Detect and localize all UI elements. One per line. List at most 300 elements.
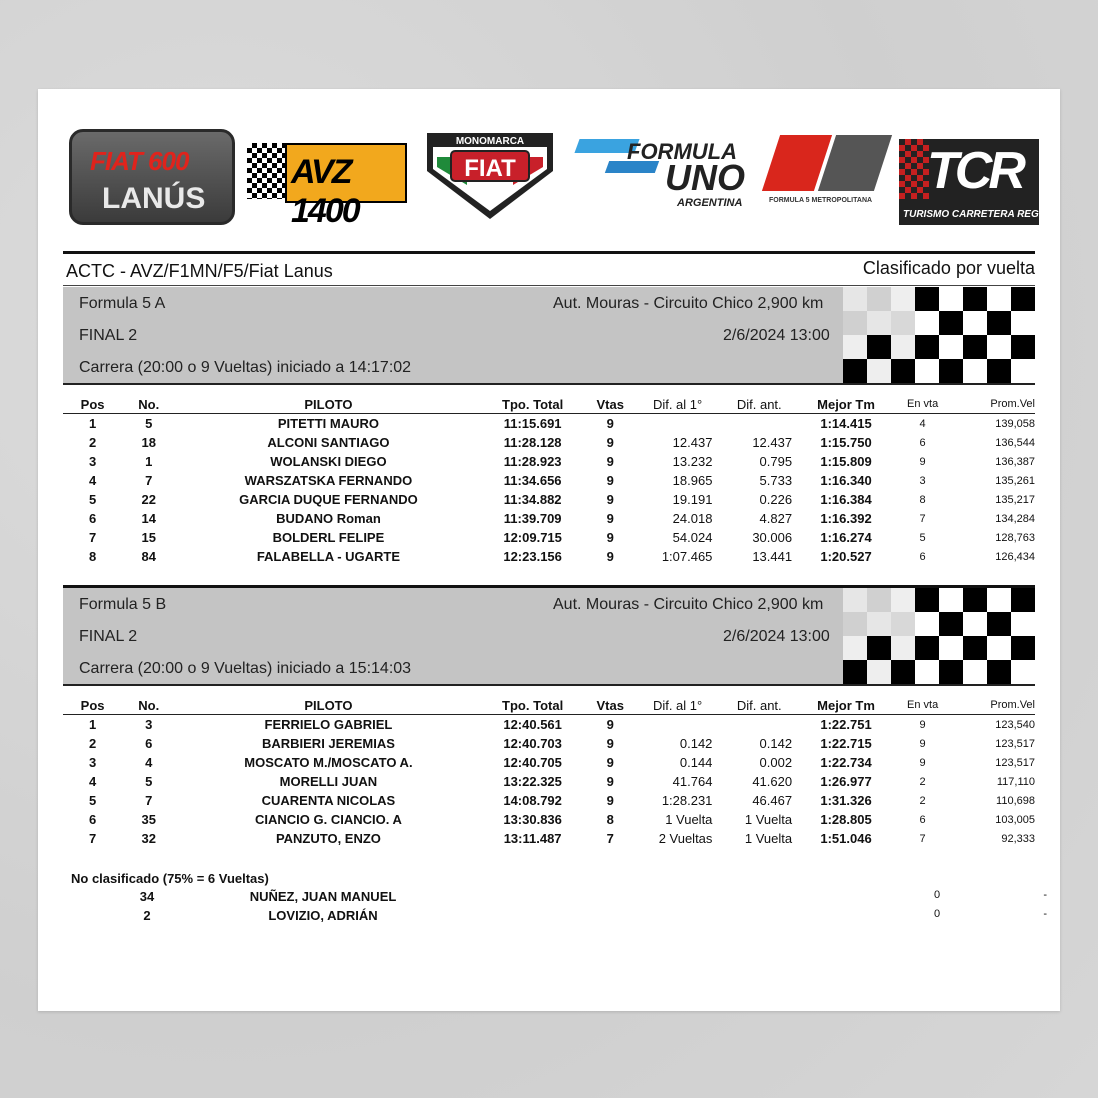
column-header-dif1: Dif. al 1° [652, 697, 703, 713]
column-header-dif1: Dif. al 1° [652, 396, 703, 412]
category-name: Formula 5 B [79, 596, 167, 613]
cell-total: 11:34.882 [503, 492, 562, 507]
cell-prom: 123,517 [995, 756, 1035, 769]
checker-square [915, 588, 939, 612]
section-header-a [63, 287, 1035, 383]
table-row [63, 528, 1035, 547]
cell-difant: 12.437 [752, 435, 793, 450]
cell-no: 2 [143, 908, 151, 923]
checker-square [987, 287, 1011, 311]
cell-prom: 136,544 [995, 436, 1035, 449]
avz-1400-logo [247, 143, 403, 230]
cell-prom: 117,110 [996, 775, 1035, 788]
checker-square [843, 588, 867, 612]
logo-strip [63, 127, 1057, 237]
checkered-flag-icon [843, 287, 1035, 383]
cell-no: 32 [141, 831, 156, 846]
cell-prom: 135,217 [995, 493, 1035, 506]
cell-envta: 3 [919, 474, 926, 487]
column-header-piloto: PILOTO [304, 697, 353, 713]
cell-no: 5 [145, 416, 153, 431]
column-header-no: No. [138, 697, 160, 713]
formula-uno-logo [577, 137, 753, 209]
cell-envta: 4 [919, 417, 926, 430]
checker-square [867, 287, 891, 311]
cell-dif1: 19.191 [672, 492, 713, 507]
checker-square [867, 311, 891, 335]
checker-square [1011, 636, 1035, 660]
table-row [63, 734, 1035, 753]
column-header-pos: Pos [80, 396, 105, 412]
column-header-pos: Pos [80, 697, 105, 713]
cell-mejor: 1:28.805 [820, 812, 872, 827]
header-rule [63, 251, 1035, 254]
cell-vtas: 9 [606, 717, 614, 732]
cell-difant: 1 Vuelta [744, 812, 793, 827]
cell-vtas: 9 [606, 549, 614, 564]
cell-piloto: FALABELLA - UGARTE [256, 549, 401, 564]
checker-square [939, 612, 963, 636]
checker-square [987, 636, 1011, 660]
cell-envta: 0 [933, 908, 941, 920]
session-name: FINAL 2 [79, 327, 138, 344]
cell-pos: 1 [88, 416, 97, 431]
cell-prom: 123,517 [995, 737, 1035, 750]
cell-dif1: 24.018 [672, 511, 713, 526]
checker-square [843, 612, 867, 636]
cell-vtas: 9 [606, 774, 614, 789]
cell-prom: 126,434 [995, 550, 1035, 563]
cell-vtas: 9 [606, 736, 614, 751]
checker-square [891, 612, 915, 636]
checker-square [963, 359, 987, 383]
cell-mejor: 1:26.977 [820, 774, 872, 789]
cell-prom: - [1043, 908, 1047, 920]
cell-no: 6 [145, 736, 153, 751]
cell-pos: 8 [88, 549, 97, 564]
table-row [63, 791, 1035, 810]
checker-square [867, 335, 891, 359]
checker-square [963, 636, 987, 660]
cell-pos: 5 [88, 793, 97, 808]
cell-mejor: 1:22.751 [820, 717, 872, 732]
column-header-envta: En vta [907, 398, 939, 410]
cell-dif1: 2 Vueltas [658, 831, 713, 846]
column-header-mejor: Mejor Tm [817, 396, 875, 412]
cell-total: 12:40.561 [503, 717, 562, 732]
cell-envta: 2 [919, 794, 926, 807]
report-title-row [63, 257, 1035, 283]
cell-total: 12:09.715 [503, 530, 562, 545]
avz-logo-box [285, 143, 407, 230]
cell-piloto: LOVIZIO, ADRIÁN [268, 908, 378, 923]
report-sort-label: Clasificado por vuelta [862, 258, 1035, 278]
cell-total: 11:34.656 [503, 473, 562, 488]
checker-square [1011, 359, 1035, 383]
checker-square [915, 311, 939, 335]
checker-square [963, 335, 987, 359]
cell-dif1: 0.144 [679, 755, 713, 770]
tcr-logo-main: TCR [927, 142, 1022, 200]
checker-square [843, 636, 867, 660]
cell-pos: 4 [88, 473, 97, 488]
checker-square [843, 359, 867, 383]
cell-prom: 135,261 [995, 474, 1035, 487]
results-table-b [63, 696, 1035, 848]
cell-difant: 0.226 [759, 492, 793, 507]
cell-pos: 7 [88, 831, 97, 846]
cell-envta: 8 [919, 493, 926, 506]
cell-piloto: BUDANO Roman [276, 511, 381, 526]
cell-prom: - [1043, 889, 1047, 901]
cell-total: 11:28.923 [503, 454, 562, 469]
cell-piloto: ALCONI SANTIAGO [267, 435, 390, 450]
cell-envta: 9 [919, 455, 926, 468]
cell-pos: 7 [88, 530, 97, 545]
cell-vtas: 9 [606, 416, 614, 431]
checker-square [891, 359, 915, 383]
cell-piloto: WOLANSKI DIEGO [270, 454, 387, 469]
checker-square [1011, 287, 1035, 311]
f1-logo-line3: ARGENTINA [677, 197, 743, 209]
fiat-logo-top-text: MONOMARCA [455, 136, 525, 147]
lanus-logo-line1: FIAT 600 [90, 146, 189, 176]
checker-square [987, 359, 1011, 383]
cell-envta: 9 [919, 756, 926, 769]
checker-square [939, 335, 963, 359]
cell-difant [718, 414, 800, 434]
checker-square [867, 359, 891, 383]
section-rule [63, 383, 1035, 385]
cell-piloto: CUARENTA NICOLAS [261, 793, 396, 808]
column-header-vtas: Vtas [596, 697, 624, 713]
checker-square [1011, 612, 1035, 636]
cell-envta: 7 [919, 832, 926, 845]
column-header-prom: Prom.Vel [990, 398, 1035, 410]
cell-prom: 128,763 [995, 531, 1035, 544]
table-row [63, 414, 1035, 434]
cell-total: 13:11.487 [503, 831, 562, 846]
list-item [63, 889, 1047, 908]
cell-vtas: 9 [606, 435, 614, 450]
cell-no: 18 [141, 435, 156, 450]
cell-difant: 30.006 [752, 530, 793, 545]
cell-envta: 9 [919, 737, 926, 750]
cell-pos: 5 [88, 492, 97, 507]
avz-logo-text: AVZ 1400 [291, 153, 359, 230]
cell-difant: 41.620 [752, 774, 793, 789]
cell-no: 14 [141, 511, 156, 526]
cell-piloto: MORELLI JUAN [279, 774, 378, 789]
table-row [63, 490, 1035, 509]
cell-dif1: 1:07.465 [661, 549, 713, 564]
cell-no: 4 [145, 755, 153, 770]
table-row [63, 829, 1035, 848]
column-header-total: Tpo. Total [502, 697, 564, 713]
cell-dif1 [637, 414, 719, 434]
cell-mejor: 1:14.415 [820, 416, 872, 431]
table-row [63, 509, 1035, 528]
checker-square [939, 311, 963, 335]
table-header-row [63, 696, 1035, 715]
checker-square [939, 359, 963, 383]
table-row [63, 471, 1035, 490]
fiat-shield-icon [423, 127, 557, 223]
report-title: ACTC - AVZ/F1MN/F5/Fiat Lanus [66, 261, 333, 281]
cell-mejor: 1:16.392 [820, 511, 872, 526]
cell-envta: 5 [919, 531, 926, 544]
cell-vtas: 9 [606, 492, 614, 507]
cell-total: 13:30.836 [503, 812, 562, 827]
table-row [63, 715, 1035, 735]
cell-pos: 3 [88, 755, 97, 770]
cell-dif1: 1:28.231 [661, 793, 713, 808]
cell-no: 34 [139, 889, 155, 904]
race-info: Carrera (20:00 o 9 Vueltas) iniciado a 15:14:03 [79, 660, 412, 677]
checker-square [1011, 588, 1035, 612]
cell-prom: 139,058 [995, 417, 1035, 430]
checker-square [1011, 311, 1035, 335]
table-row [63, 810, 1035, 829]
checker-square [915, 359, 939, 383]
session-name: FINAL 2 [79, 628, 138, 645]
cell-no: 35 [141, 812, 156, 827]
monomarca-fiat-logo [423, 127, 557, 223]
checker-square [891, 311, 915, 335]
checker-square [891, 335, 915, 359]
cell-piloto: WARSZATSKA FERNANDO [244, 473, 413, 488]
cell-difant: 46.467 [752, 793, 793, 808]
checker-square [939, 287, 963, 311]
section-header-b [63, 588, 1035, 684]
section-rule [63, 684, 1035, 686]
column-header-envta: En vta [907, 699, 939, 711]
cell-dif1: 13.232 [672, 454, 713, 469]
cell-pos: 3 [88, 454, 97, 469]
race-date: 2/6/2024 13:00 [723, 327, 830, 344]
cell-difant: 0.002 [759, 755, 793, 770]
checker-square [963, 311, 987, 335]
cell-mejor: 1:51.046 [820, 831, 872, 846]
checker-square [843, 660, 867, 684]
cell-pos: 1 [88, 717, 97, 732]
list-item [63, 908, 1047, 927]
checker-square [1011, 660, 1035, 684]
cell-dif1: 41.764 [672, 774, 713, 789]
table-row [63, 452, 1035, 471]
column-header-prom: Prom.Vel [990, 699, 1035, 711]
track-name: Aut. Mouras - Circuito Chico 2,900 km [553, 596, 824, 613]
cell-no: 84 [141, 549, 156, 564]
fiat-logo-main-text: FIAT [464, 155, 516, 182]
checker-square [843, 287, 867, 311]
cell-difant: 5.733 [759, 473, 793, 488]
column-header-mejor: Mejor Tm [817, 697, 875, 713]
cell-envta: 6 [919, 550, 926, 563]
cell-vtas: 9 [606, 454, 614, 469]
cell-total: 11:28.128 [503, 435, 562, 450]
checker-square [987, 335, 1011, 359]
checker-square [915, 612, 939, 636]
cell-total: 12:23.156 [503, 549, 562, 564]
cell-dif1 [637, 715, 719, 735]
race-date: 2/6/2024 13:00 [723, 628, 830, 645]
race-info: Carrera (20:00 o 9 Vueltas) iniciado a 14:17:02 [79, 359, 412, 376]
cell-difant: 0.795 [759, 454, 793, 469]
cell-piloto: PITETTI MAURO [277, 416, 379, 431]
cell-envta: 0 [933, 889, 941, 901]
cell-difant: 4.827 [759, 511, 793, 526]
cell-envta: 9 [919, 718, 926, 731]
cell-no: 3 [145, 717, 153, 732]
cell-no: 7 [145, 793, 153, 808]
checker-square [867, 588, 891, 612]
column-header-difant: Dif. ant. [736, 697, 782, 713]
checker-square [963, 660, 987, 684]
title-rule [63, 285, 1035, 286]
cell-piloto: PANZUTO, ENZO [275, 831, 381, 846]
lanus-logo-line2: LANÚS [102, 182, 206, 215]
cell-difant: 0.142 [759, 736, 793, 751]
cell-vtas: 9 [606, 473, 614, 488]
checker-square [891, 660, 915, 684]
cell-vtas: 8 [606, 812, 614, 827]
cell-total: 12:40.705 [503, 755, 562, 770]
table-row [63, 547, 1035, 566]
checker-square [987, 612, 1011, 636]
formula-5-logo [767, 135, 885, 211]
cell-vtas: 9 [606, 755, 614, 770]
column-header-piloto: PILOTO [304, 396, 353, 412]
checker-square [915, 660, 939, 684]
checker-square [867, 612, 891, 636]
cell-dif1: 12.437 [672, 435, 713, 450]
checker-square [891, 588, 915, 612]
cell-pos: 2 [88, 435, 97, 450]
cell-difant: 13.441 [752, 549, 793, 564]
column-header-difant: Dif. ant. [736, 396, 782, 412]
cell-vtas: 7 [606, 831, 614, 846]
cell-vtas: 9 [606, 511, 614, 526]
cell-dif1: 18.965 [672, 473, 713, 488]
cell-no: 1 [145, 454, 153, 469]
tcr-logo [899, 139, 1057, 225]
checker-square [915, 287, 939, 311]
cell-mejor: 1:16.384 [820, 492, 872, 507]
sheet-content [63, 89, 1057, 1011]
cell-piloto: CIANCIO G. CIANCIO. A [255, 812, 402, 827]
cell-mejor: 1:15.809 [820, 454, 872, 469]
cell-no: 15 [141, 530, 156, 545]
checker-square [843, 311, 867, 335]
cell-difant: 1 Vuelta [744, 831, 793, 846]
no-clasificado-title: No clasificado (75% = 6 Vueltas) [71, 871, 269, 886]
cell-pos: 4 [88, 774, 97, 789]
cell-pos: 2 [88, 736, 97, 751]
results-sheet [38, 89, 1060, 1011]
cell-total: 13:22.325 [503, 774, 562, 789]
checker-square [987, 311, 1011, 335]
cell-piloto: FERRIELO GABRIEL [264, 717, 393, 732]
cell-piloto: GARCIA DUQUE FERNANDO [239, 492, 418, 507]
cell-pos: 6 [88, 812, 97, 827]
cell-piloto: BARBIERI JEREMIAS [261, 736, 395, 751]
checker-square [939, 660, 963, 684]
checker-square [915, 335, 939, 359]
checker-square [891, 287, 915, 311]
checkered-flag-icon [247, 143, 287, 199]
checker-square [843, 335, 867, 359]
cell-mejor: 1:22.734 [820, 755, 872, 770]
cell-prom: 136,387 [995, 455, 1035, 468]
cell-envta: 6 [919, 813, 926, 826]
cell-envta: 7 [919, 512, 926, 525]
cell-envta: 6 [919, 436, 926, 449]
cell-total: 11:15.691 [503, 416, 562, 431]
checker-square [891, 636, 915, 660]
fiat-600-lanus-logo [69, 129, 235, 225]
cell-prom: 103,005 [995, 813, 1035, 826]
results-table-a [63, 395, 1035, 566]
column-header-no: No. [138, 396, 160, 412]
checker-square [963, 612, 987, 636]
cell-mejor: 1:16.340 [820, 473, 872, 488]
cell-dif1: 1 Vuelta [665, 812, 713, 827]
checker-square [867, 660, 891, 684]
cell-piloto: MOSCATO M./MOSCATO A. [244, 755, 413, 770]
cell-vtas: 9 [606, 530, 614, 545]
cell-total: 14:08.792 [503, 793, 562, 808]
checker-square [939, 588, 963, 612]
checker-square [963, 287, 987, 311]
cell-piloto: BOLDERL FELIPE [272, 530, 385, 545]
checker-square [987, 588, 1011, 612]
cell-dif1: 54.024 [672, 530, 713, 545]
table-row [63, 772, 1035, 791]
tcr-checker-icon [899, 139, 929, 199]
cell-total: 11:39.709 [503, 511, 562, 526]
cell-prom: 123,540 [995, 718, 1035, 731]
f1-logo-line1: FORMULA [627, 139, 737, 164]
checker-square [1011, 335, 1035, 359]
cell-dif1: 0.142 [679, 736, 713, 751]
cell-piloto: NUÑEZ, JUAN MANUEL [249, 889, 397, 904]
cell-mejor: 1:31.326 [820, 793, 872, 808]
cell-prom: 92,333 [1001, 832, 1035, 845]
f5-logo-label: FORMULA 5 METROPOLITANA [769, 197, 873, 204]
table-row [63, 753, 1035, 772]
checker-square [867, 636, 891, 660]
cell-difant [718, 715, 800, 735]
checker-square [987, 660, 1011, 684]
cell-mejor: 1:20.527 [820, 549, 872, 564]
checker-square [963, 588, 987, 612]
table-row [63, 433, 1035, 452]
cell-vtas: 9 [606, 793, 614, 808]
cell-no: 22 [141, 492, 156, 507]
column-header-total: Tpo. Total [502, 396, 564, 412]
cell-envta: 2 [919, 775, 926, 788]
cell-total: 12:40.703 [503, 736, 562, 751]
track-name: Aut. Mouras - Circuito Chico 2,900 km [553, 295, 824, 312]
table-header-row [63, 395, 1035, 414]
cell-prom: 134,284 [995, 512, 1035, 525]
category-name: Formula 5 A [79, 295, 166, 312]
cell-mejor: 1:22.715 [820, 736, 872, 751]
checker-square [939, 636, 963, 660]
cell-no: 7 [145, 473, 153, 488]
cell-no: 5 [145, 774, 153, 789]
